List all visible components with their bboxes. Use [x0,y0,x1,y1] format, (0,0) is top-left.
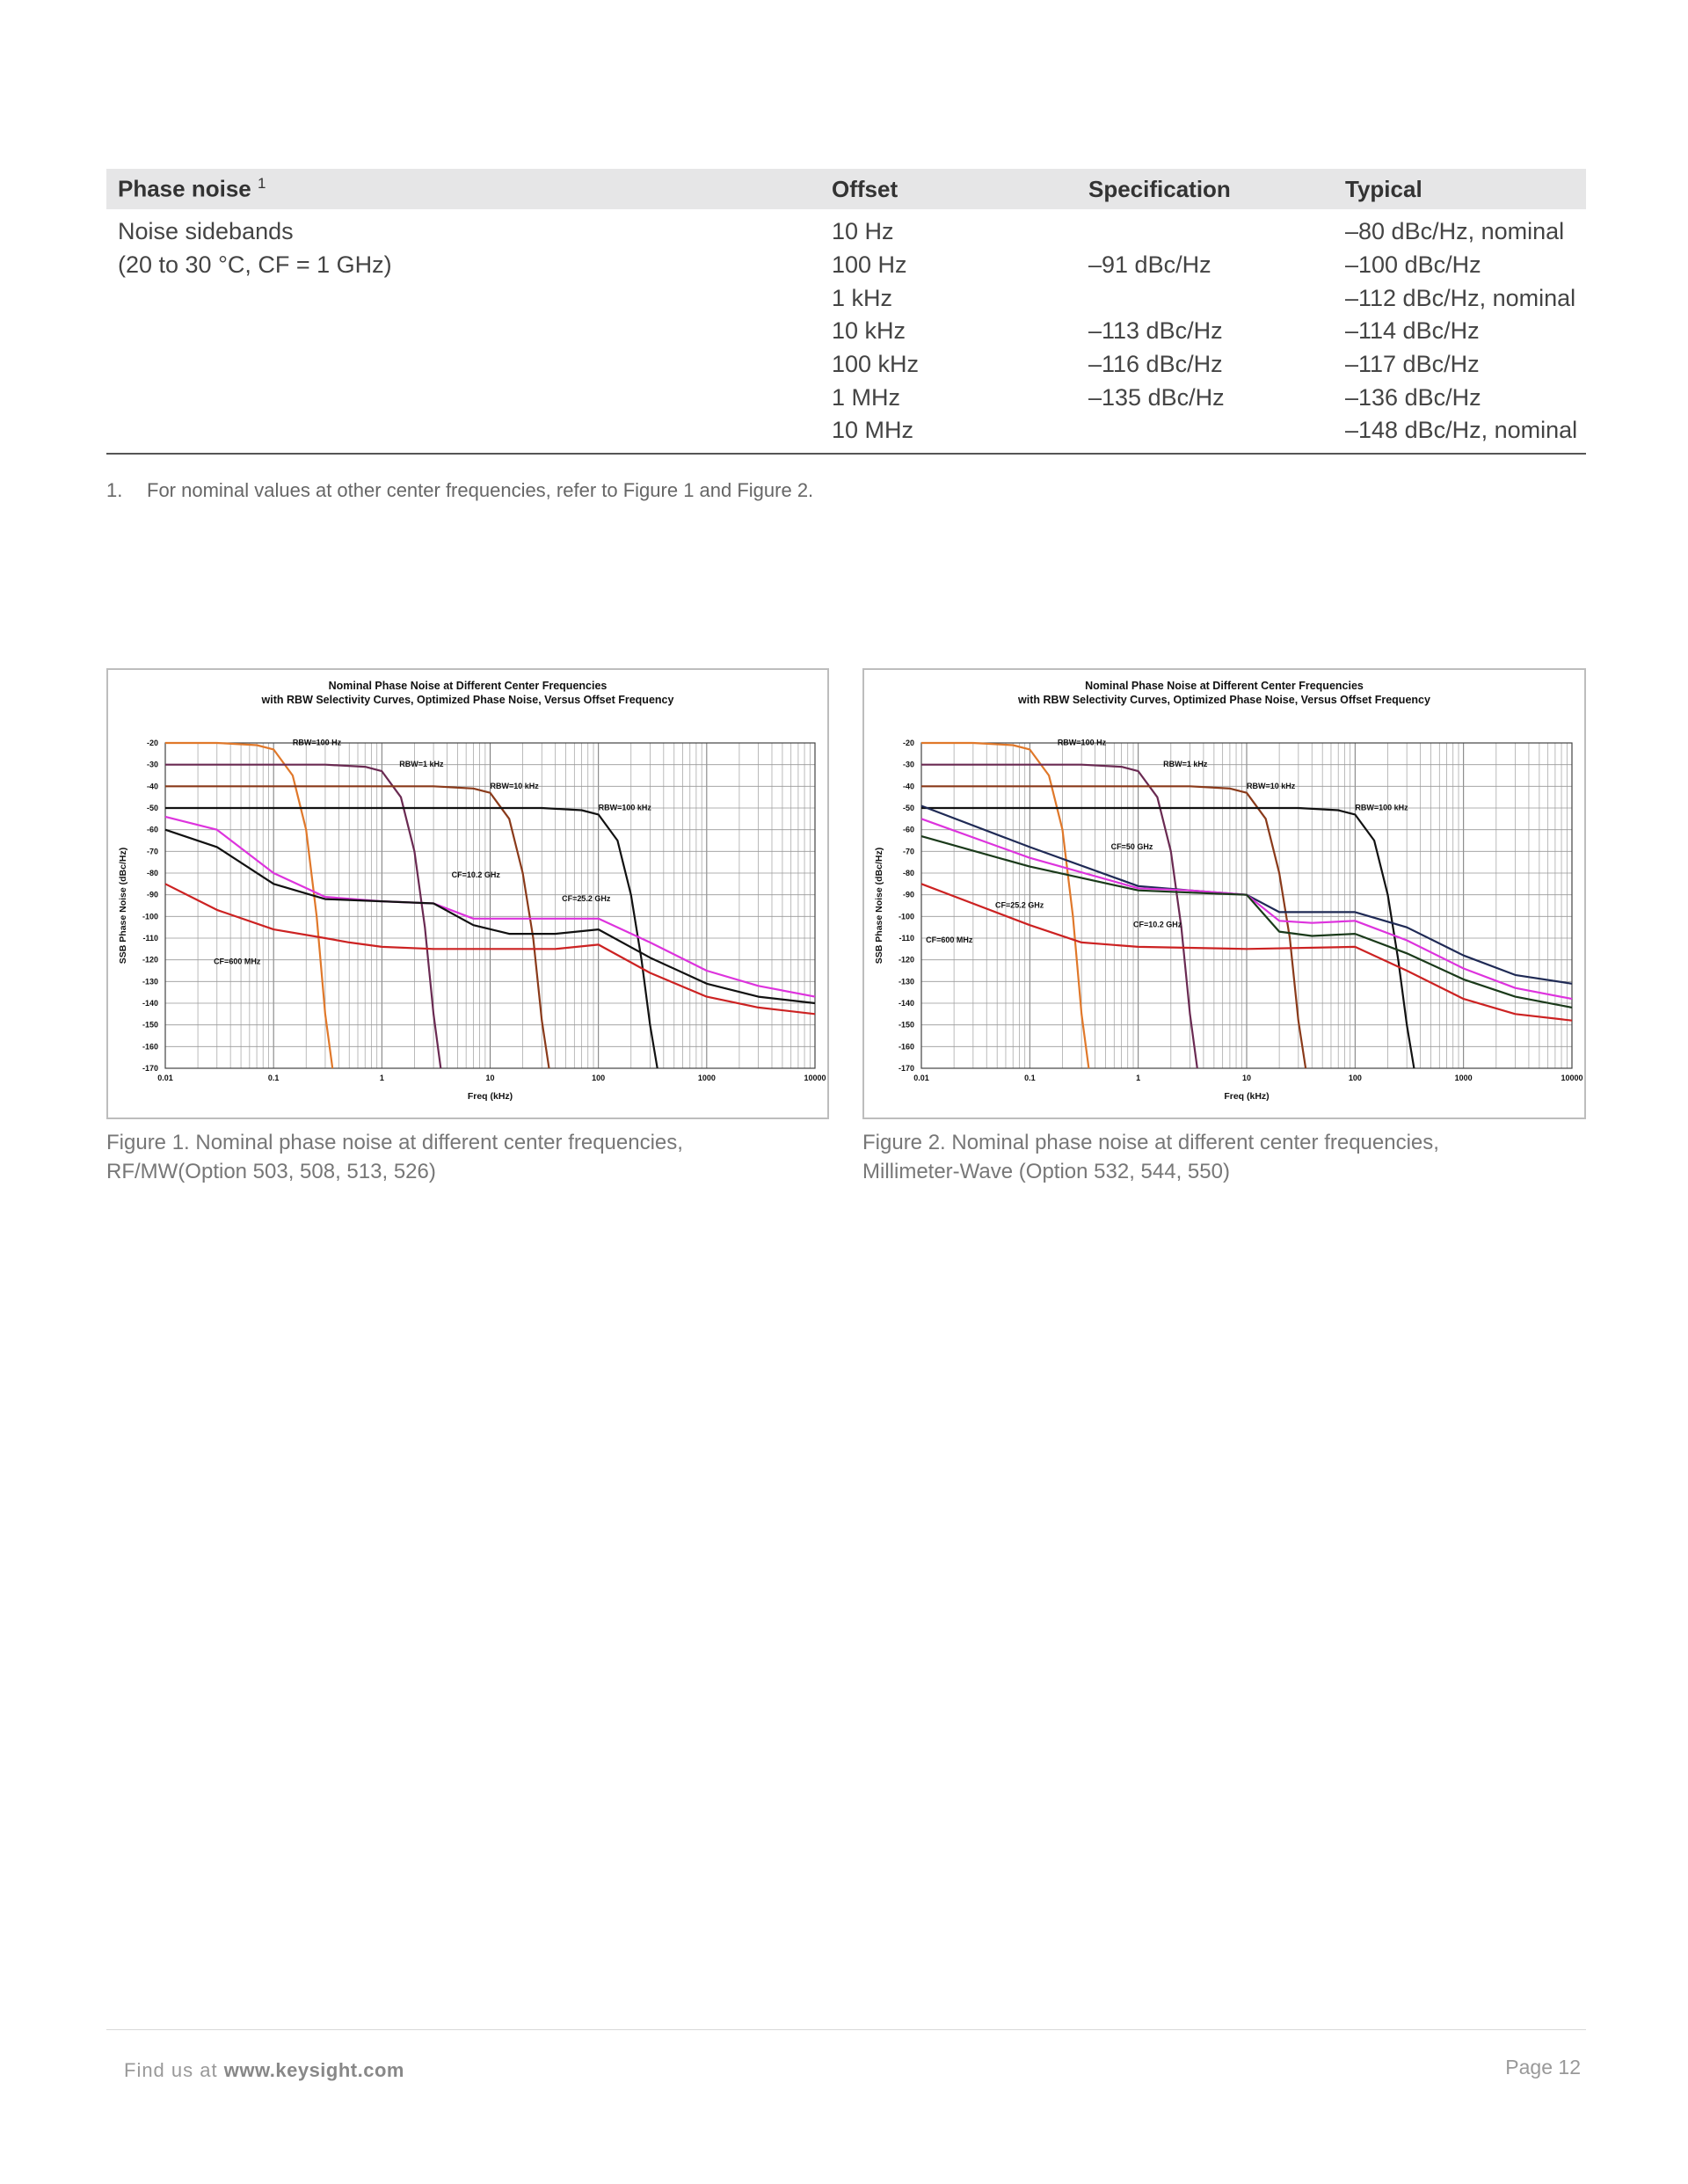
spec-cell [1077,281,1334,315]
spec-cell: –116 dBc/Hz [1088,351,1223,378]
chart-annotation: RBW=10 kHz [490,781,539,790]
x-tick-label: 10000 [804,1074,826,1082]
x-tick-label: 1 [1136,1074,1141,1082]
offset-cell: 100 kHz [832,351,920,378]
y-tick-label: -150 [898,1020,914,1030]
y-tick-label: -70 [902,847,914,856]
table-row [106,348,1586,382]
x-tick-label: 0.1 [1024,1074,1036,1082]
header-specification: Specification [1077,169,1334,209]
chart-annotation: CF=50 GHz [1110,841,1153,851]
table-row [106,209,1586,249]
chart-annotation: CF=10.2 GHz [1133,920,1182,929]
y-tick-label: -130 [142,977,158,986]
param-cell [106,281,820,315]
chart-annotation: CF=25.2 GHz [995,900,1044,910]
y-tick-label: -100 [898,912,914,921]
chart-annotation: RBW=1 kHz [1163,760,1208,769]
chart-2-svg [864,670,1584,1117]
chart-grid [165,743,815,1068]
y-tick-label: -130 [898,977,914,986]
series-line [165,743,332,1068]
y-tick-label: -50 [146,804,158,812]
x-tick-label: 100 [592,1074,606,1082]
table-row [106,381,1586,414]
footnote-number: 1. [106,479,123,501]
chart-1-svg [108,670,827,1117]
y-axis-label: SSB Phase Noise (dBc/Hz) [874,847,884,965]
x-tick-label: 0.1 [267,1074,280,1082]
y-tick-label: -120 [142,955,158,965]
y-tick-label: -140 [898,999,914,1008]
typical-cell: –100 dBc/Hz [1345,251,1481,279]
x-tick-label: 10 [485,1074,495,1082]
caption-line: Figure 2. Nominal phase noise at different center frequencies, [862,1131,1439,1154]
y-tick-label: -80 [902,869,914,877]
x-tick-label: 1 [379,1074,384,1082]
y-tick-label: -80 [146,869,158,877]
y-tick-label: -20 [146,739,158,747]
spec-cell: –91 dBc/Hz [1088,251,1211,279]
y-tick-label: -40 [146,782,158,791]
y-tick-label: -150 [142,1020,158,1030]
page-number: Page 12 [1505,2056,1581,2078]
figure-2-caption [862,1128,1586,1186]
param-cell [106,315,820,348]
y-axis-label: SSB Phase Noise (dBc/Hz) [118,847,128,965]
header-typical: Typical [1334,169,1586,209]
chart-annotation: CF=600 MHz [214,957,261,966]
x-tick-label: 100 [1348,1074,1362,1082]
y-tick-label: -110 [142,934,158,943]
footer-find-us-text: Find us at [124,2059,218,2081]
offset-cell: 10 Hz [832,218,894,245]
offset-cell: 10 MHz [820,414,1077,454]
y-tick-label: -100 [142,912,158,921]
y-tick-label: -20 [902,739,914,747]
chart-annotation: RBW=1 kHz [399,760,444,769]
x-tick-label: 1000 [1454,1074,1473,1082]
table-row [106,315,1586,348]
y-tick-label: -30 [902,760,914,769]
chart-annotation: RBW=100 kHz [598,803,651,812]
spec-cell [1077,209,1334,249]
caption-line: Figure 1. Nominal phase noise at different center frequencies, [106,1131,683,1154]
footnote [106,479,813,502]
offset-cell: 1 MHz [832,383,901,411]
offset-cell: 1 kHz [832,284,893,311]
param-cell [106,414,820,454]
chart-annotation: CF=600 MHz [926,935,973,944]
spec-cell [1077,414,1334,454]
footer-url-link[interactable]: www.keysight.com [223,2059,404,2081]
table-header-row [106,169,1586,209]
typical-cell: –148 dBc/Hz, nominal [1334,414,1586,454]
offset-cell: 10 kHz [832,317,906,345]
typical-cell: –114 dBc/Hz [1345,317,1480,345]
typical-cell: –117 dBc/Hz [1345,351,1480,378]
chart-title: Nominal Phase Noise at Different Center Frequencies [328,680,608,692]
y-tick-label: -60 [146,825,158,834]
typical-cell: –80 dBc/Hz, nominal [1345,218,1565,245]
chart-annotation: RBW=100 kHz [1355,803,1408,812]
y-tick-label: -40 [902,782,914,791]
typical-cell: –136 dBc/Hz [1345,383,1481,411]
x-axis-label: Freq (kHz) [1224,1091,1270,1102]
offset-cell: 100 Hz [832,251,907,279]
param-cell [106,348,820,382]
figure-2-chart [862,668,1586,1119]
footnote-text: For nominal values at other center frequencies, refer to Figure 1 and Figure 2. [147,479,814,501]
chart-annotation: CF=10.2 GHz [451,870,500,879]
spec-cell: –135 dBc/Hz [1088,383,1225,411]
caption-line: Millimeter-Wave (Option 532, 544, 550) [862,1160,1230,1183]
y-tick-label: -60 [902,825,914,834]
y-tick-label: -70 [146,847,158,856]
y-tick-label: -170 [142,1064,158,1073]
y-tick-label: -140 [142,999,158,1008]
y-tick-label: -170 [898,1064,914,1073]
chart-title: Nominal Phase Noise at Different Center Frequencies [1085,680,1364,692]
x-tick-label: 0.01 [157,1074,173,1082]
x-tick-label: 10000 [1561,1074,1583,1082]
typical-cell: –112 dBc/Hz, nominal [1345,284,1576,311]
chart-subtitle: with RBW Selectivity Curves, Optimized Phase Noise, Versus Offset Frequency [261,694,674,706]
footer-find-us [124,2059,404,2082]
x-tick-label: 10 [1241,1074,1252,1082]
caption-line: RF/MW(Option 503, 508, 513, 526) [106,1160,436,1183]
y-tick-label: -160 [898,1042,914,1052]
y-tick-label: -160 [142,1042,158,1052]
footer-divider [106,2029,1586,2030]
y-tick-label: -90 [146,890,158,899]
y-tick-label: -120 [898,955,914,965]
param-cell: Noise sidebands [118,218,294,245]
table-row [106,414,1586,454]
spec-cell: –113 dBc/Hz [1088,317,1223,345]
table-row [106,249,1586,282]
chart-annotation: CF=25.2 GHz [562,894,611,904]
x-tick-label: 1000 [697,1074,716,1082]
header-phase-noise: Phase noise $^1$ [106,169,820,209]
series-line [165,786,549,1068]
table-row [106,281,1586,315]
chart-subtitle: with RBW Selectivity Curves, Optimized Phase Noise, Versus Offset Frequency [1018,694,1430,706]
y-tick-label: -90 [902,890,914,899]
y-tick-label: -110 [899,934,914,943]
y-tick-label: -50 [902,804,914,812]
chart-annotation: RBW=10 kHz [1247,781,1296,790]
x-axis-label: Freq (kHz) [467,1091,513,1102]
header-offset: Offset [820,169,1077,209]
y-tick-label: -30 [146,760,158,769]
x-tick-label: 0.01 [913,1074,929,1082]
phase-noise-table [106,169,1586,455]
chart-annotation: RBW=100 Hz [292,738,342,747]
figure-1-caption [106,1128,829,1186]
chart-annotation: RBW=100 Hz [1057,738,1107,747]
figure-1-chart [106,668,829,1119]
footnote-ref: 1 [257,175,266,193]
param-cell: (20 to 30 °C, CF = 1 GHz) [118,251,392,279]
param-cell [106,381,820,414]
